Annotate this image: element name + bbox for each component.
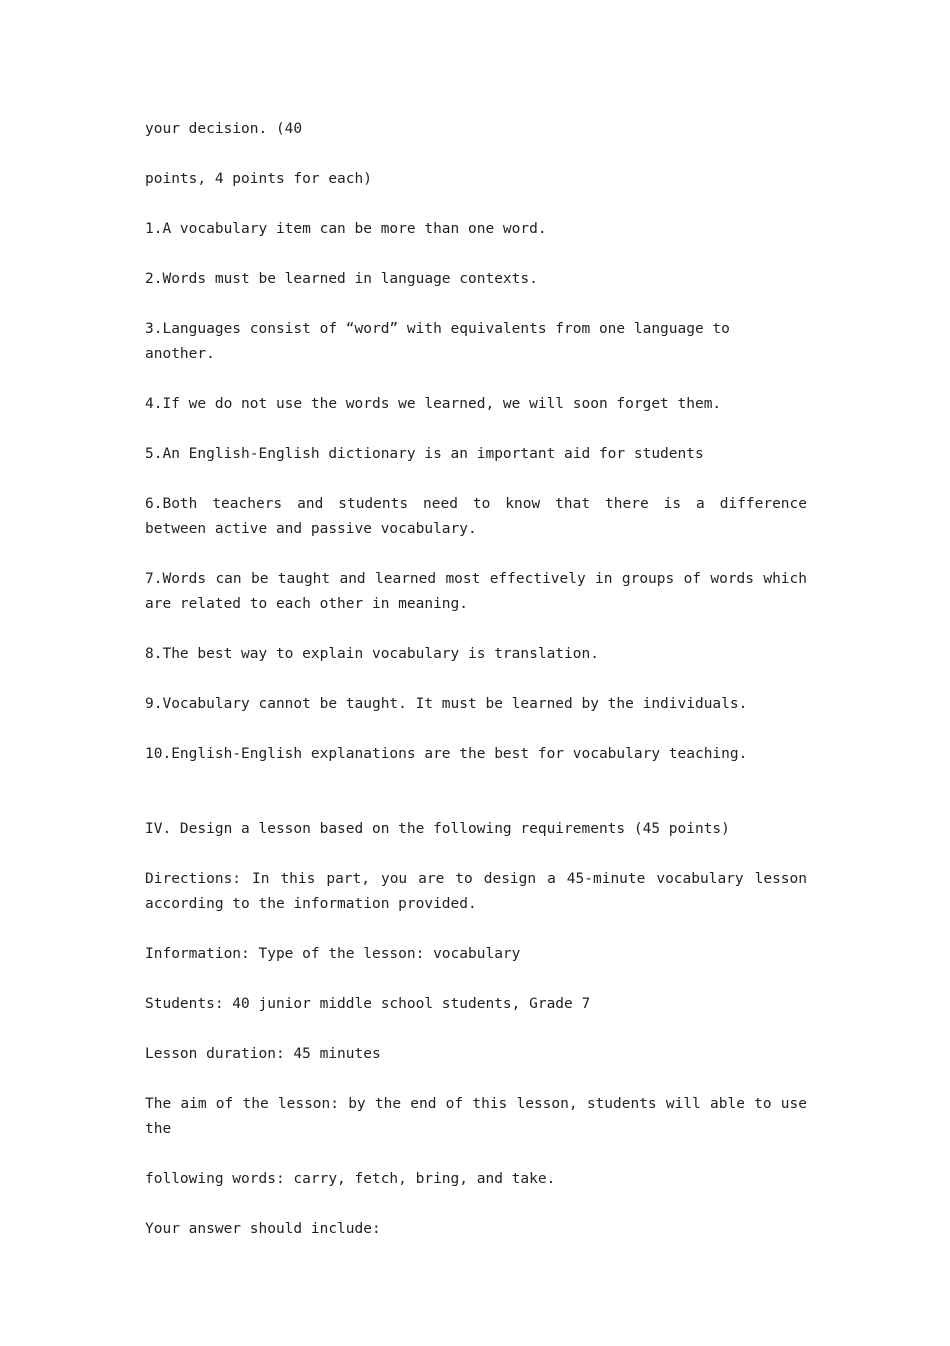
statement-9: 9.Vocabulary cannot be taught. It must be learned by the individuals. xyxy=(145,696,748,712)
statement-3: 3.Languages consist of “word” with equivalents from one language to another. xyxy=(145,321,739,362)
document-page xyxy=(145,117,816,1267)
section-4-words: following words: carry, fetch, bring, and take. xyxy=(145,1171,556,1187)
section-4-duration: Lesson duration: 45 minutes xyxy=(145,1046,381,1062)
statement-5: 5.An English-English dictionary is an important aid for students xyxy=(145,446,704,462)
statement-4: 4.If we do not use the words we learned, we will soon forget them. xyxy=(145,396,722,412)
statement-6: 6.Both teachers and students need to know that there is a difference between active and passive vocabulary. xyxy=(145,496,816,537)
statement-7: 7.Words can be taught and learned most effectively in groups of words which are related to each other in meaning. xyxy=(145,571,816,612)
statement-8: 8.The best way to explain vocabulary is translation. xyxy=(145,646,599,662)
section-4-information: Information: Type of the lesson: vocabulary xyxy=(145,946,521,962)
statement-10: 10.English-English explanations are the best for vocabulary teaching. xyxy=(145,746,748,762)
section-4-directions: Directions: In this part, you are to design a 45-minute vocabulary lesson according to the information provided. xyxy=(145,871,816,912)
section-4-heading: IV. Design a lesson based on the following requirements (45 points) xyxy=(145,821,730,837)
section-4-answer-prompt: Your answer should include: xyxy=(145,1221,381,1237)
section-4-aim: The aim of the lesson: by the end of this lesson, students will able to use the xyxy=(145,1096,816,1137)
intro-line-1: your decision. (40 xyxy=(145,121,303,137)
statement-2: 2.Words must be learned in language contexts. xyxy=(145,271,538,287)
intro-line-2: points, 4 points for each) xyxy=(145,171,372,187)
statement-1: 1.A vocabulary item can be more than one word. xyxy=(145,221,547,237)
section-4-students: Students: 40 junior middle school students, Grade 7 xyxy=(145,996,591,1012)
section-spacer xyxy=(145,792,807,817)
